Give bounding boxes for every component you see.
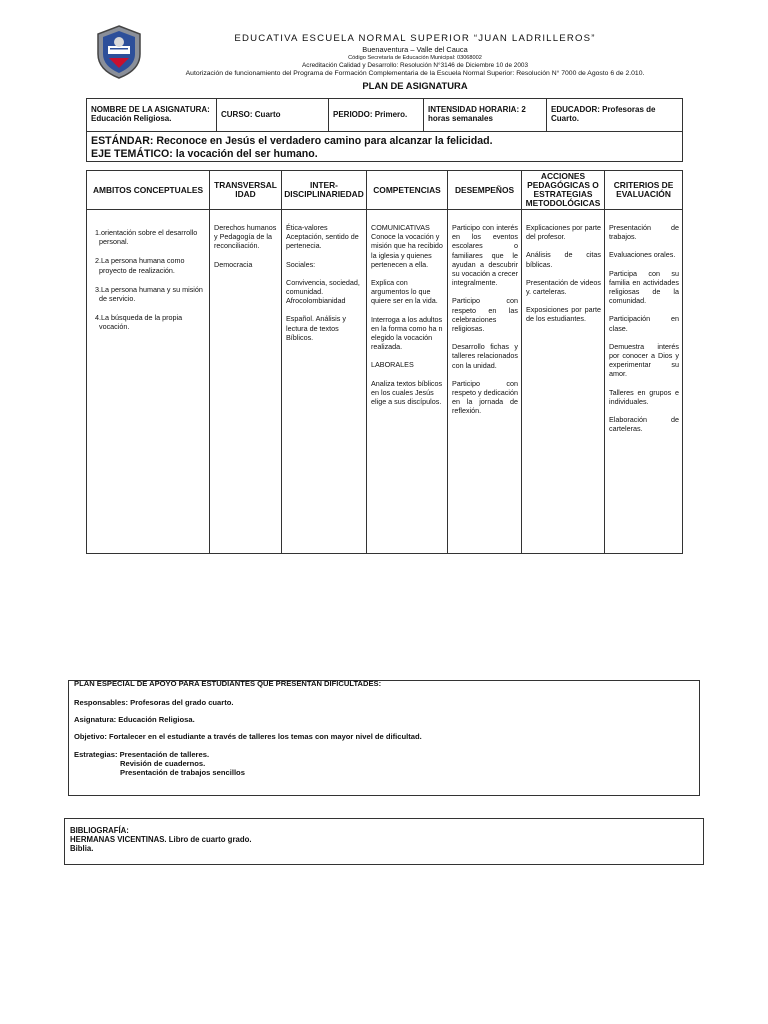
- list-item: Sociales:: [286, 259, 316, 269]
- list-item: Presentación de videos y. carteleras.: [526, 277, 601, 297]
- column-body: [371, 223, 444, 416]
- estrategia-item: Revisión de cuadernos.: [120, 759, 206, 768]
- list-item: Participación en clase.: [609, 314, 679, 333]
- list-item: Participo con respeto y dedicación en la jornada de reflexión.: [452, 378, 518, 416]
- column-body: [214, 223, 278, 279]
- list-item: Democracia: [214, 259, 253, 269]
- list-item: Talleres en grupos e individuales.: [609, 387, 679, 406]
- column-ambitos: [87, 171, 210, 553]
- list-item: Interroga a los adultos en la forma como ha n elegido la vocación realizada.: [371, 314, 443, 352]
- objetivo-line: Objetivo: Fortalecer en el estudiante a través de talleres los temas con mayor nivel de dificultad.: [74, 732, 422, 741]
- column-competencias: [367, 171, 448, 553]
- list-item: Español. Análisis y lectura de textos Bíblicos.: [286, 314, 346, 342]
- column-interdisciplinariedad: [282, 171, 367, 553]
- school-crest-logo: [94, 24, 144, 80]
- special-support-plan: [68, 680, 700, 796]
- column-header: INTER-DISCIPLINARIEDAD: [284, 180, 364, 199]
- list-item: 1.orientación sobre el desarrollo personal.: [95, 228, 198, 247]
- list-item: Ética-valores Aceptación, sentido de pertenecia.: [286, 223, 359, 251]
- list-item: Participa con su familia en actividades religiosas de la comunidad.: [609, 268, 679, 306]
- list-item: Participo con respeto en las celebraciones religiosas.: [452, 296, 518, 334]
- column-acciones-pedagogicas: [522, 171, 605, 553]
- bibliography-entry: HERMANAS VICENTINAS. Libro de cuarto grado.: [70, 835, 252, 844]
- column-body: [452, 223, 518, 426]
- school-location: Buenaventura – Valle del Cauca: [362, 45, 468, 54]
- estrategias-line: Estrategias: Presentación de talleres.: [74, 750, 210, 759]
- authorization-line: Autorización de funcionamiento del Programa de Formación Complementaria de la Escuela Normal Superior: Resolución N° 7000 de Agosto 6 de 2.010.: [185, 70, 645, 77]
- school-code: Código Secretaría de Educación Municipal: 03068002: [348, 55, 482, 61]
- column-transversalidad: [210, 171, 282, 553]
- list-item: Demuestra interés por conocer a Dios y experimentar su amor.: [609, 341, 679, 379]
- subject-info-table: [86, 98, 683, 162]
- column-header: AMBITOS CONCEPTUALES: [92, 184, 204, 195]
- column-header: COMPETENCIAS: [373, 184, 441, 195]
- standard-text: ESTÁNDAR: Reconoce en Jesús el verdadero camino para alcanzar la felicidad.: [91, 135, 493, 147]
- hours-cell: INTENSIDAD HORARIA: 2 horas semanales: [424, 99, 547, 131]
- column-body: [609, 223, 679, 443]
- list-item: Exposiciones por parte de los estudiantes.: [526, 305, 601, 324]
- bibliography-box: [64, 818, 704, 865]
- column-body: [286, 223, 363, 352]
- school-name: EDUCATIVA ESCUELA NORMAL SUPERIOR “JUAN LADRILLEROS”: [234, 33, 596, 44]
- list-item: Analiza textos bíblicos en los cuales Jesús elige a sus discípulos.: [371, 378, 443, 407]
- asignatura-line: Asignatura: Educación Religiosa.: [74, 715, 195, 724]
- estrategia-item: Presentación de trabajos sencillos: [120, 768, 245, 777]
- list-item: Participo con interés en los eventos escolares o familiares que le ayudan a descubrir su vocación a crecer integralmente.: [452, 223, 518, 288]
- list-item: 3.La persona humana y su misión de servicio.: [95, 284, 203, 304]
- list-item: Explicaciones por parte del profesor.: [526, 223, 601, 242]
- column-header: TRANSVERSAL IDAD: [214, 180, 277, 199]
- bibliography-title: BIBLIOGRAFÍA:: [70, 826, 129, 835]
- period-cell: PERIODO: Primero.: [329, 99, 424, 131]
- educator-cell: EDUCADOR: Profesoras de Cuarto.: [551, 105, 656, 123]
- list-item: 4.La búsqueda de la propia vocación.: [95, 313, 183, 332]
- list-item: Evaluaciones orales.: [609, 250, 676, 260]
- plan-title: PLAN DE ASIGNATURA: [362, 80, 468, 91]
- responsables-line: Responsables: Profesoras del grado cuarto.: [74, 698, 234, 707]
- list-item: Convivencia, sociedad, comunidad. Afrocolombianidad: [286, 277, 360, 306]
- list-item: Explica con argumentos lo que quiere ser en la vida.: [371, 278, 438, 306]
- column-header: DESEMPEÑOS: [454, 184, 515, 195]
- column-header: CRITERIOS DE EVALUACIÓN: [613, 180, 674, 199]
- list-item: 2.La persona humana como proyecto de realización.: [95, 256, 185, 275]
- list-item: Análisis de citas bíblicas.: [526, 250, 601, 269]
- column-header: ACCIONES PEDAGÓGICAS O ESTRATEGIAS METODOLÓGICAS: [525, 171, 601, 208]
- course-cell: CURSO: Cuarto: [217, 99, 329, 131]
- theme-text: EJE TEMÁTICO: la vocación del ser humano.: [91, 148, 318, 160]
- standard-row: [87, 131, 682, 161]
- list-item: Desarrollo fichas y talleres relacionados con la unidad.: [452, 342, 518, 370]
- column-criterios-evaluacion: [605, 171, 682, 553]
- bibliography-entry: Biblia.: [70, 844, 94, 853]
- column-desempenos: [448, 171, 522, 553]
- list-item: LABORALES: [371, 360, 414, 370]
- list-item: COMUNICATIVAS Conoce la vocación y misión que ha recibido la iglesia y quienes pertenecen a ella.: [371, 223, 443, 269]
- accreditation-line: Acreditación Calidad y Desarrollo: Resolución N°3146 de Diciembre 10 de 2003: [302, 62, 528, 69]
- list-item: Elaboración de carteleras.: [609, 415, 679, 434]
- column-body: [526, 223, 601, 334]
- plan-main-table: [86, 170, 683, 554]
- list-item: Derechos humanos y Pedagogía de la reconciliación.: [214, 223, 277, 251]
- column-body: [91, 228, 206, 342]
- special-plan-title: PLAN ESPECIAL DE APOYO PARA ESTUDIANTES QUE PRESENTAN DIFICULTADES:: [74, 679, 382, 688]
- list-item: Presentación de trabajos.: [609, 223, 679, 242]
- subject-cell: NOMBRE DE LA ASIGNATURA: Educación Religiosa.: [87, 99, 217, 131]
